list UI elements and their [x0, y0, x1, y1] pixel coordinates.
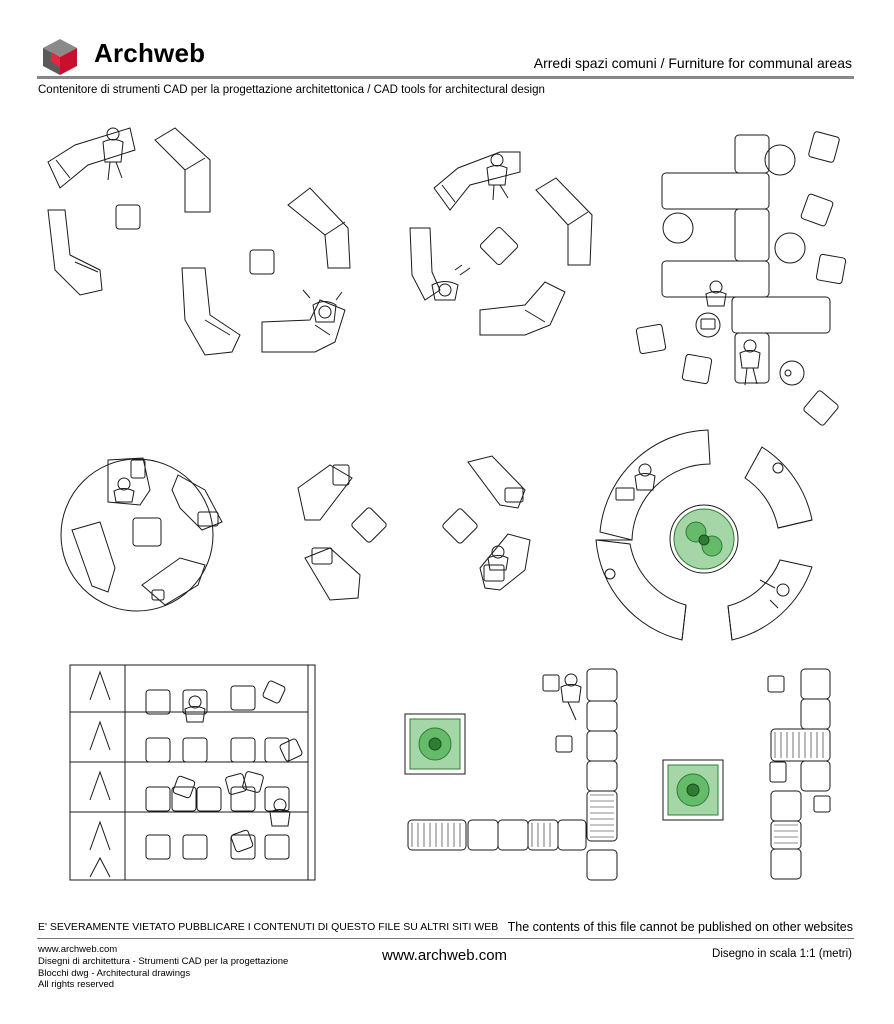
- angled-seat-group: [298, 456, 530, 600]
- person-figure-10: [773, 463, 783, 473]
- copyright-warning-english: The contents of this file cannot be published on other websites: [507, 920, 853, 934]
- footer-site-link[interactable]: www.archweb.com: [38, 944, 118, 955]
- person-figure-5: [706, 281, 726, 306]
- footer-divider: [37, 938, 854, 939]
- curved-sofa-group-1: [48, 128, 350, 355]
- round-seating-island: [61, 458, 222, 611]
- bench-column-right: [768, 669, 830, 879]
- person-figure-3: [487, 154, 508, 200]
- person-figure-15: [561, 674, 581, 720]
- person-figure-4: [432, 265, 470, 300]
- footer-line: All rights reserved: [38, 979, 115, 991]
- footer-info: [38, 944, 288, 991]
- person-figure-7: [114, 478, 134, 502]
- drawing-scale: Disegno in scala 1:1 (metri): [712, 948, 852, 960]
- page-subtitle: Contenitore di strumenti CAD per la progettazione architettonica / CAD tools for architectural design: [38, 84, 545, 96]
- person-figure-11: [605, 569, 615, 579]
- page-title: Arredi spazi comuni / Furniture for communal areas: [533, 55, 852, 71]
- person-figure-9: [635, 464, 655, 490]
- stepped-seating-area: [70, 665, 315, 880]
- footer-line: Blocchi dwg - Architectural drawings: [38, 967, 191, 979]
- person-figure-6: [740, 340, 760, 385]
- l-shaped-bench-layout: [405, 669, 723, 880]
- modular-bench-cluster: [636, 131, 846, 426]
- footer-line: Disegni di architettura - Strumenti CAD per la progettazione: [38, 955, 289, 967]
- person-figure-2: [303, 290, 342, 322]
- copyright-warning-italian: E' SEVERAMENTE VIETATO PUBBLICARE I CONTENUTI DI QUESTO FILE SU ALTRI SITI WEB: [38, 921, 499, 933]
- person-figure-13: [185, 696, 205, 722]
- footer-website-link[interactable]: www.archweb.com: [382, 947, 508, 964]
- person-figure-8: [488, 546, 508, 570]
- brand-name: Archweb: [94, 38, 206, 68]
- curved-sofa-group-2: [410, 152, 592, 335]
- circular-bench-with-planter: [596, 430, 812, 640]
